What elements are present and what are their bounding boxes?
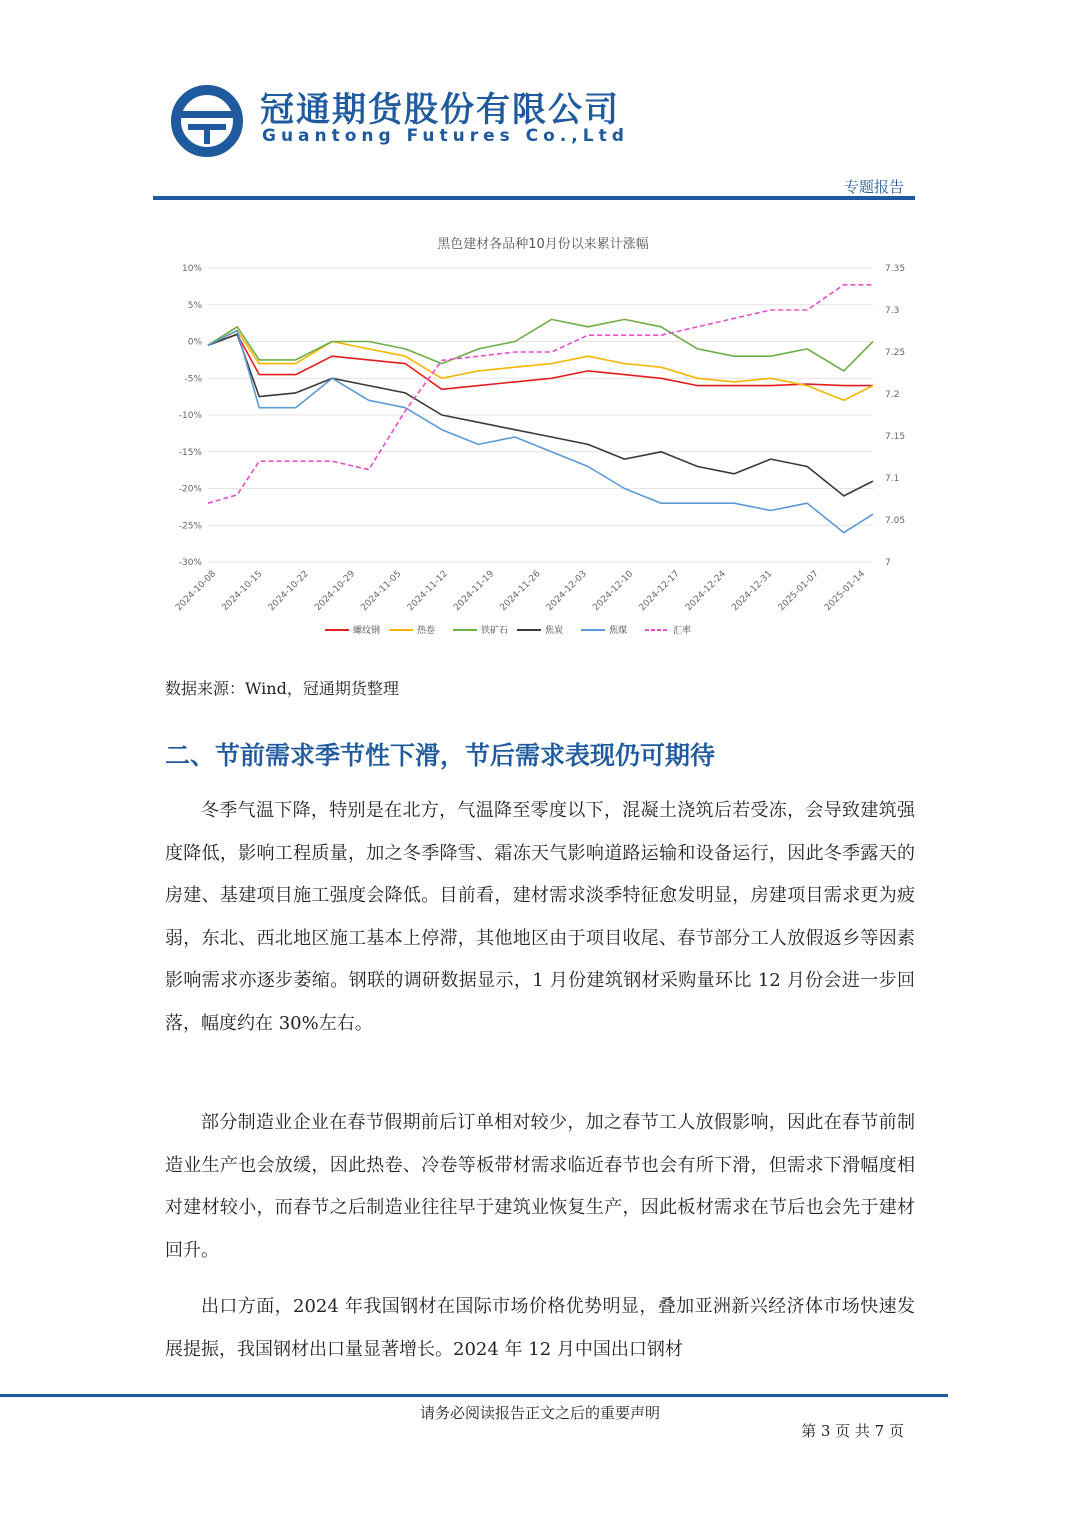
footer-divider [0, 1394, 948, 1397]
chart-legend [325, 624, 691, 636]
paragraph-manufacturing [165, 1102, 915, 1272]
y-right-tick-label: 7 [885, 558, 891, 568]
series-line-铁矿石 [208, 319, 873, 371]
x-tick-label: 2024-10-08 [174, 569, 219, 614]
legend-label: 焦煤 [609, 626, 628, 636]
x-tick-label: 2025-01-07 [776, 569, 821, 614]
y-left-tick-label: -15% [178, 447, 202, 458]
y-right-tick-label: 7.05 [885, 516, 906, 526]
company-name-en: Guantong Futures Co.,Ltd [262, 126, 629, 146]
x-tick-label: 2024-11-19 [452, 569, 497, 614]
y-right-tick-label: 7.35 [885, 264, 906, 274]
y-right-tick-label: 7.1 [885, 474, 900, 484]
paragraph-winter-demand [165, 790, 915, 1046]
chart-title: 黑色建材各品种10月份以来累计涨幅 [437, 237, 649, 252]
x-tick-label: 2024-11-26 [498, 569, 543, 614]
y-left-tick-label: 0% [187, 337, 202, 348]
series-line-焦煤 [208, 331, 873, 533]
y-left-tick-label: -10% [178, 411, 202, 421]
x-tick-label: 2024-12-03 [544, 569, 589, 614]
legend-label: 汇率 [673, 626, 692, 636]
x-tick-label: 2024-11-12 [405, 569, 450, 614]
paragraph-text: 出口方面，2024 年我国钢材在国际市场价格优势明显，叠加亚洲新兴经济体市场快速发展提振，我国钢材出口量显著增长。2024 年 12 月中国出口钢材 [165, 1296, 915, 1360]
y-left-tick-label: 5% [187, 300, 202, 311]
y-right-tick-label: 7.2 [885, 390, 900, 400]
x-tick-label: 2024-10-22 [266, 569, 311, 614]
x-tick-label: 2024-10-15 [220, 569, 265, 614]
series-line-汇率 [208, 285, 873, 503]
chart-grid [208, 268, 873, 562]
y-right-tick-label: 7.15 [885, 432, 906, 442]
y-left-tick-label: -5% [184, 374, 202, 385]
paragraph-text: 部分制造业企业在春节假期前后订单相对较少，加之春节工人放假影响，因此在春节前制造业生产也会放缓，因此热卷、冷卷等板带材需求临近春节也会有所下滑，但需求下滑幅度相对建材较小，而春节之后制造业往往早于建筑业恢复生产，因此板材需求在节后也会先于建材回升。 [165, 1112, 915, 1261]
company-logo-icon [170, 84, 244, 158]
y-axis-left [179, 264, 203, 568]
series-line-热卷 [208, 331, 873, 401]
page-number: 第 3 页 共 7 页 [801, 1422, 904, 1440]
price-change-chart [165, 224, 920, 644]
x-tick-label: 2024-10-29 [313, 569, 358, 614]
chart-series [208, 285, 873, 533]
y-axis-right [885, 264, 905, 568]
data-source: 数据来源：Wind，冠通期货整理 [165, 679, 399, 698]
x-tick-label: 2024-12-31 [730, 569, 775, 614]
legend-label: 焦炭 [545, 626, 564, 636]
y-right-tick-label: 7.3 [885, 306, 900, 316]
legend-label: 螺纹钢 [353, 626, 381, 636]
y-left-tick-label: 10% [181, 264, 202, 274]
x-axis [174, 569, 867, 613]
x-tick-label: 2025-01-14 [823, 569, 868, 614]
series-line-螺纹钢 [208, 334, 873, 389]
x-tick-label: 2024-12-10 [591, 569, 636, 614]
x-tick-label: 2024-11-05 [359, 569, 404, 614]
company-name-cn: 冠通期货股份有限公司 [260, 90, 620, 130]
paragraph-export [165, 1286, 915, 1371]
legend-label: 热卷 [417, 626, 436, 636]
y-left-tick-label: -20% [178, 484, 202, 495]
x-tick-label: 2024-12-17 [637, 569, 682, 614]
header-divider [153, 196, 915, 200]
paragraph-text: 冬季气温下降，特别是在北方，气温降至零度以下，混凝土浇筑后若受冻，会导致建筑强度降低，影响工程质量，加之冬季降雪、霜冻天气影响道路运输和设备运行，因此冬季露天的房建、基建项目施工强度会降低。目前看，建材需求淡季特征愈发明显，房建项目需求更为疲弱，东北、西北地区施工基本上停滞，其他地区由于项目收尾、春节部分工人放假返乡等因素影响需求亦逐步萎缩。钢联的调研数据显示，1 月份建筑钢材采购量环比 12 月份会进一步回落，幅度约在 30%左右。 [165, 800, 915, 1034]
y-left-tick-label: -25% [178, 521, 202, 532]
section-title: 二、节前需求季节性下滑，节后需求表现仍可期待 [165, 741, 716, 770]
legend-label: 铁矿石 [481, 626, 509, 636]
y-left-tick-label: -30% [178, 558, 202, 568]
y-right-tick-label: 7.25 [885, 348, 906, 358]
footer-disclaimer: 请务必阅读报告正文之后的重要声明 [419, 1404, 660, 1422]
report-type-label: 专题报告 [843, 178, 904, 196]
x-tick-label: 2024-12-24 [683, 569, 729, 614]
